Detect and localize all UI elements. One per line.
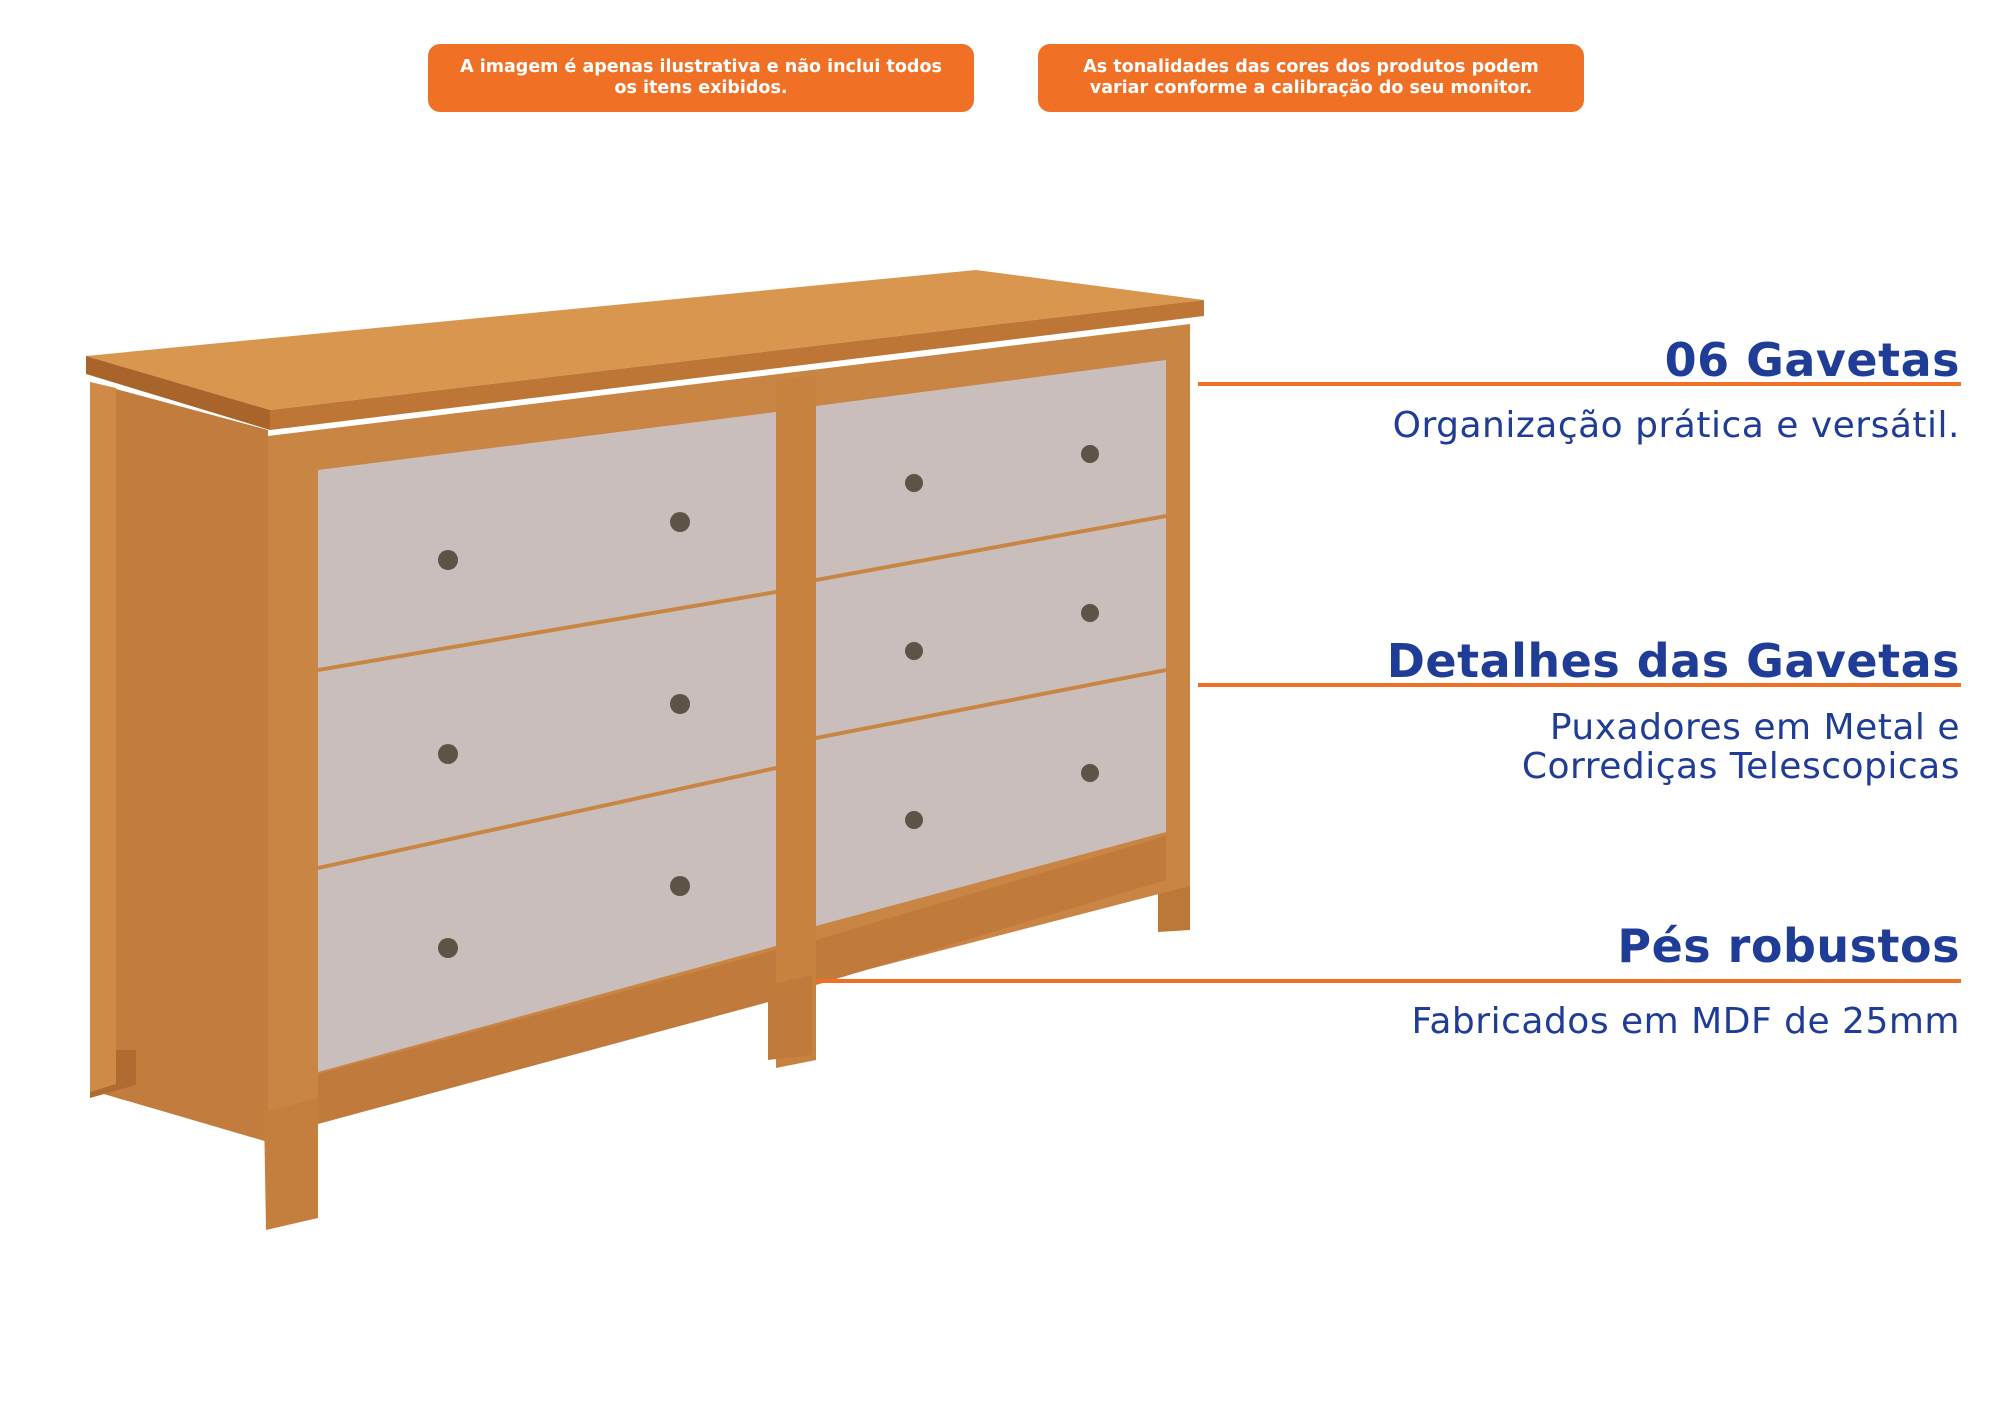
disclaimer-color-text: As tonalidades das cores dos produtos podem variar conforme a calibração do seu monitor. xyxy=(1083,57,1539,98)
dresser-side-front-edge xyxy=(90,382,116,1092)
feature-desc-drawer-details-line2: Corrediças Telescopicas xyxy=(1521,746,1960,787)
drawer-knob xyxy=(905,811,923,829)
drawer-knob xyxy=(1081,445,1099,463)
feature-desc-drawers: Organização prática e versátil. xyxy=(1392,405,1960,446)
feature-title-drawer-details: Detalhes das Gavetas xyxy=(1386,634,1960,688)
drawer-knob xyxy=(1081,604,1099,622)
disclaimer-illustrative-text: A imagem é apenas ilustrativa e não inclui todos os itens exibidos. xyxy=(460,57,942,98)
dresser-leg-center xyxy=(768,975,812,1060)
drawer-knob xyxy=(670,512,690,532)
dresser-leg-front-left xyxy=(264,1098,318,1230)
drawer-knob xyxy=(438,744,458,764)
drawer-knob xyxy=(905,642,923,660)
feature-desc-drawer-details-line1: Puxadores em Metal e xyxy=(1549,707,1960,748)
feature-desc-feet: Fabricados em MDF de 25mm xyxy=(1411,1001,1960,1042)
drawer-knob xyxy=(670,876,690,896)
drawer-knob xyxy=(438,550,458,570)
dresser-center-divider xyxy=(776,375,816,1068)
drawer-knob xyxy=(1081,764,1099,782)
callout-line-feet xyxy=(815,979,1961,983)
dresser-icon xyxy=(86,270,1204,1230)
drawer-knob xyxy=(905,474,923,492)
dresser-side-panel xyxy=(90,382,268,1142)
feature-title-drawers: 06 Gavetas xyxy=(1664,333,1960,387)
drawer-knob xyxy=(438,938,458,958)
drawer-knob xyxy=(670,694,690,714)
feature-title-feet: Pés robustos xyxy=(1617,919,1960,973)
